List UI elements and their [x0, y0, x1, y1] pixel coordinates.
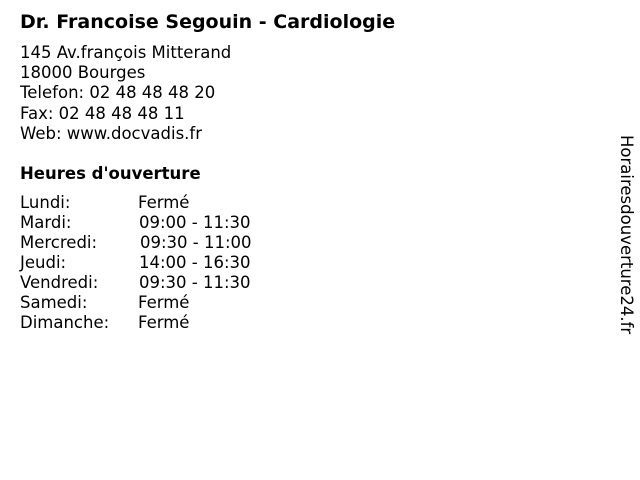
day-label: Jeudi:: [20, 253, 67, 272]
phone-number: Telefon: 02 48 48 48 20: [20, 83, 216, 103]
hours-value: Fermé: [138, 193, 190, 212]
day-label: Dimanche:: [20, 313, 110, 332]
side-brand: [610, 135, 640, 345]
side-brand-text: Horairesdouverture24.fr: [617, 135, 636, 335]
day-label: Vendredi:: [20, 273, 99, 292]
day-label: Lundi:: [20, 193, 71, 212]
address-block: [20, 43, 231, 144]
hours-value: 09:30 - 11:00: [140, 233, 252, 252]
hours-value: Fermé: [138, 313, 190, 332]
hours-value: 09:00 - 11:30: [139, 213, 251, 232]
day-label: Mercredi:: [20, 233, 98, 252]
page-title: Dr. Francoise Segouin - Cardiologie: [20, 11, 396, 33]
website: Web: www.docvadis.fr: [20, 123, 202, 143]
day-label: Mardi:: [20, 213, 72, 232]
hours-value: 14:00 - 16:30: [139, 253, 251, 272]
city: 18000 Bourges: [20, 63, 146, 83]
street-address: 145 Av.françois Mitterand: [20, 43, 232, 62]
hours-value: Fermé: [138, 293, 190, 312]
fax-number: Fax: 02 48 48 48 11: [20, 103, 185, 123]
hours-heading: Heures d'ouverture: [20, 164, 201, 183]
day-label: Samedi:: [20, 293, 88, 312]
hours-value: 09:30 - 11:30: [139, 273, 251, 292]
